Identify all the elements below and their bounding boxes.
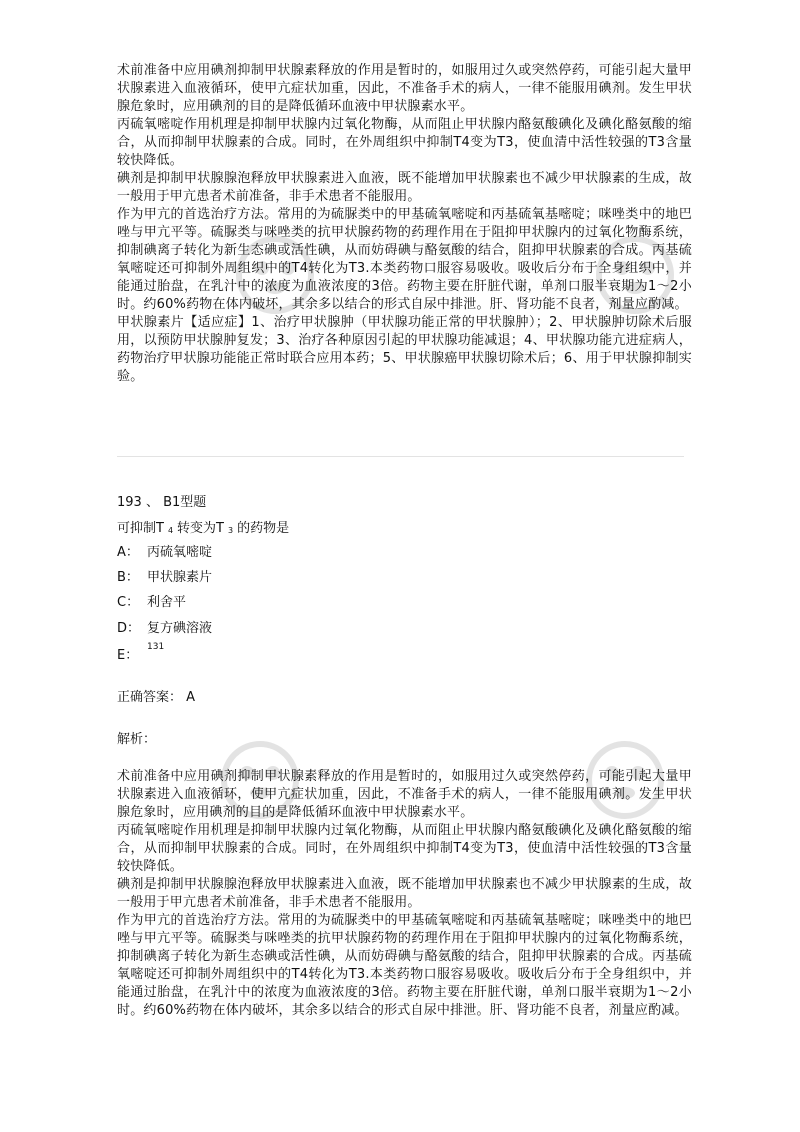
question-header: 193 、 B1型题 [117, 495, 207, 510]
question-stem [117, 520, 289, 539]
answer-value: A [186, 690, 196, 705]
stem-suffix: 的药物是 [237, 521, 290, 536]
paragraph: 作为甲亢的首选治疗方法。常用的为硫脲类中的甲基硫氧嘧啶和丙基硫氧基嘧啶；咪唑类中的地巴唑与甲亢平等。硫脲类与咪唑类的抗甲状腺药物的药理作用在于阻抑甲状腺内的过氧化物酶系统，抑制碘离子转化为新生态碘或活性碘，从而妨碍碘与酪氨酸的结合，阻抑甲状腺素的合成。丙基硫氧嘧啶还可抑制外周组织中的T4转化为T3.本类药物口服容易吸收。吸收后分布于全身组织中，并能通过胎盘，在乳汁中的浓度为血液浓度的3倍。药物主要在肝脏代谢，单剂口服半衰期为1～2小时。约60%药物在体内破坏，其余多以结合的形式自尿中排泄。肝、肾功能不良者，剂量应酌减。 [117, 207, 692, 312]
paragraph: 甲状腺素片【适应症】1、治疗甲状腺肿（甲状腺功能正常的甲状腺肿）；2、甲状腺肿切除术后服用，以预防甲状腺肿复发；3、治疗各种原因引起的甲状腺功能减退；4、甲状腺功能亢进症病人，药物治疗甲状腺功能能正常时联合应用本药；5、甲状腺癌甲状腺切除术后；6、用于甲状腺抑制实验。 [117, 315, 692, 384]
option-text: 利舍平 [147, 595, 187, 610]
paragraph: 作为甲亢的首选治疗方法。常用的为硫脲类中的甲基硫氧嘧啶和丙基硫氧基嘧啶；咪唑类中的地巴唑与甲亢平等。硫脲类与咪唑类的抗甲状腺药物的药理作用在于阻抑甲状腺内的过氧化物酶系统，抑制碘离子转化为新生态碘或活性碘，从而妨碍碘与酪氨酸的结合，阻抑甲状腺素的合成。丙基硫氧嘧啶还可抑制外周组织中的T4转化为T3.本类药物口服容易吸收。吸收后分布于全身组织中，并能通过胎盘，在乳汁中的浓度为血液浓度的3倍。药物主要在肝脏代谢，单剂口服半衰期为1～2小时。约60%药物在体内破坏，其余多以结合的形式自尿中排泄。肝、肾功能不良者，剂量应酌减。 [117, 913, 692, 1018]
stem-subscript: 3 [228, 526, 234, 535]
option-text: 131 [147, 642, 165, 652]
explanation-text-top [117, 62, 692, 386]
paragraph: 丙硫氧嘧啶作用机理是抑制甲状腺内过氧化物酶，从而阻止甲状腺内酪氨酸碘化及碘化酪氨酸的缩合，从而抑制甲状腺素的合成。同时，在外周组织中抑制T4变为T3，使血清中活性较强的T3含量较快降低。 [117, 823, 692, 874]
explanation-text-bottom [117, 768, 692, 1020]
option-letter: C： [117, 595, 140, 610]
option-letter: A： [117, 545, 139, 560]
option-text: 复方碘溶液 [147, 621, 213, 636]
option-letter: D： [117, 621, 141, 636]
option-b[interactable] [117, 569, 212, 587]
stem-prefix: 可抑制T [117, 521, 164, 536]
paragraph: 碘剂是抑制甲状腺腺泡释放甲状腺素进入血液，既不能增加甲状腺素也不减少甲状腺素的生成，故一般用于甲亢患者术前准备，非手术患者不能服用。 [117, 171, 692, 204]
option-text: 甲状腺素片 [147, 570, 213, 585]
option-text: 丙硫氧嘧啶 [147, 545, 213, 560]
paragraph: 丙硫氧嘧啶作用机理是抑制甲状腺内过氧化物酶，从而阻止甲状腺内酪氨酸碘化及碘化酪氨酸的缩合，从而抑制甲状腺素的合成。同时，在外周组织中抑制T4变为T3，使血清中活性较强的T3含量较快降低。 [117, 117, 692, 168]
option-c[interactable] [117, 594, 186, 612]
section-divider [117, 456, 684, 457]
option-e[interactable] [117, 642, 165, 666]
correct-answer [117, 689, 195, 707]
option-a[interactable] [117, 544, 212, 562]
stem-middle: 转变为T [177, 521, 224, 536]
paragraph: 术前准备中应用碘剂抑制甲状腺素释放的作用是暂时的，如服用过久或突然停药，可能引起大量甲状腺素进入血液循环，使甲亢症状加重，因此，不准备手术的病人，一律不能服用碘剂。发生甲状腺危象时，应用碘剂的目的是降低循环血液中甲状腺素水平。 [117, 769, 692, 820]
option-letter: B： [117, 570, 139, 585]
answer-label: 正确答案： [117, 690, 183, 705]
option-d[interactable] [117, 620, 212, 638]
paragraph: 碘剂是抑制甲状腺腺泡释放甲状腺素进入血液，既不能增加甲状腺素也不减少甲状腺素的生成，故一般用于甲亢患者术前准备，非手术患者不能服用。 [117, 877, 692, 910]
paragraph: 术前准备中应用碘剂抑制甲状腺素释放的作用是暂时的，如服用过久或突然停药，可能引起大量甲状腺素进入血液循环，使甲亢症状加重，因此，不准备手术的病人，一律不能服用碘剂。发生甲状腺危象时，应用碘剂的目的是降低循环血液中甲状腺素水平。 [117, 63, 692, 114]
stem-subscript: 4 [167, 526, 174, 535]
option-letter: E： [117, 648, 139, 663]
analysis-label: 解析： [117, 732, 157, 747]
